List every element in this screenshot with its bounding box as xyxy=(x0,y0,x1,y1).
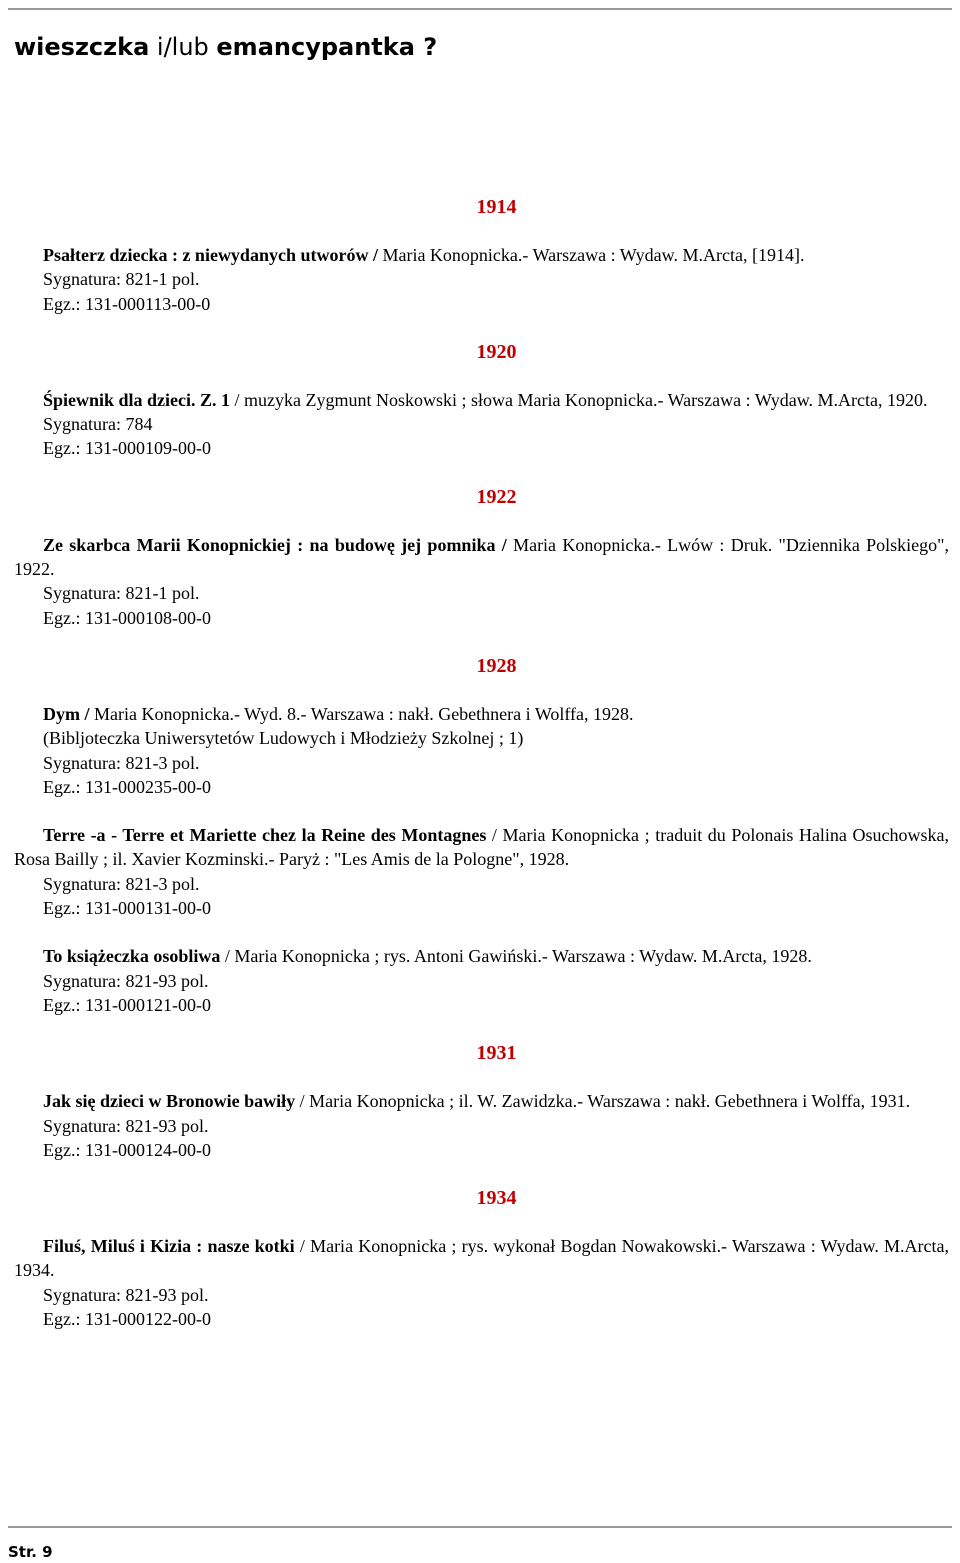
entry-description xyxy=(14,823,949,872)
year-heading-1934: 1934 xyxy=(476,1187,517,1210)
entry-details: / Maria Konopnicka ; rys. wykonał Bogdan Nowakowski.- Warszawa : Wydaw. M.Arcta, 1934. xyxy=(14,1236,949,1281)
entry-egz: Egz.: 131-000235-00-0 xyxy=(43,776,211,797)
entry-title: Jak się dzieci w Bronowie bawiły xyxy=(43,1091,296,1112)
entry-title: Dym / xyxy=(43,703,90,724)
entry-details: / muzyka Zygmunt Noskowski ; słowa Maria Konopnicka.- Warszawa : Wydaw. M.Arcta, 1920. xyxy=(230,389,928,410)
entry-sygnatura: Sygnatura: 821-93 pol. xyxy=(43,1284,209,1305)
year-heading-1931: 1931 xyxy=(476,1042,517,1065)
entry-sygnatura: Sygnatura: 821-3 pol. xyxy=(43,752,200,773)
entry-title: Śpiewnik dla dzieci. Z. 1 xyxy=(43,389,231,410)
entry-egz: Egz.: 131-000122-00-0 xyxy=(43,1309,211,1330)
entry-egz: Egz.: 131-000124-00-0 xyxy=(43,1139,211,1160)
header-divider xyxy=(8,8,952,10)
bibliography-entry xyxy=(14,944,949,1017)
entry-egz: Egz.: 131-000113-00-0 xyxy=(43,293,211,314)
entry-egz: Egz.: 131-000108-00-0 xyxy=(43,607,211,628)
entry-description xyxy=(14,1234,949,1283)
bibliography-list xyxy=(14,195,949,1331)
entry-details: Maria Konopnicka.- Wyd. 8.- Warszawa : nakł. Gebethnera i Wolffa, 1928. xyxy=(89,703,634,724)
year-heading-1920: 1920 xyxy=(476,340,517,363)
entry-details: / Maria Konopnicka ; rys. Antoni Gawiński.- Warszawa : Wydaw. M.Arcta, 1928. xyxy=(220,946,812,967)
entry-title: Filuś, Miluś i Kizia : nasze kotki xyxy=(43,1236,295,1257)
entry-egz: Egz.: 131-000109-00-0 xyxy=(43,438,211,459)
bibliography-entry xyxy=(14,243,949,316)
header-word-2: emancypantka ? xyxy=(216,33,438,61)
entry-description xyxy=(14,944,949,968)
entry-egz: Egz.: 131-000131-00-0 xyxy=(43,898,211,919)
entry-sygnatura: Sygnatura: 821-93 pol. xyxy=(43,970,209,991)
entry-description xyxy=(14,702,949,726)
entry-description xyxy=(14,533,949,582)
header-word-1: wieszczka xyxy=(14,33,150,61)
entry-sygnatura: Sygnatura: 821-1 pol. xyxy=(43,583,200,604)
entry-title: To książeczka osobliwa xyxy=(43,946,221,967)
bibliography-entry xyxy=(14,388,949,461)
bibliography-entry xyxy=(14,823,949,920)
entry-sygnatura: Sygnatura: 821-93 pol. xyxy=(43,1115,209,1136)
bibliography-entry xyxy=(14,702,949,799)
entry-description xyxy=(14,243,949,267)
entry-sygnatura: Sygnatura: 821-3 pol. xyxy=(43,873,200,894)
entry-description xyxy=(14,1089,949,1113)
entry-series: (Bibljoteczka Uniwersytetów Ludowych i Młodzieży Szkolnej ; 1) xyxy=(43,728,524,749)
bibliography-entry xyxy=(14,1089,949,1162)
entry-title: Terre -a - Terre et Mariette chez la Reine des Montagnes xyxy=(43,825,487,846)
entry-description xyxy=(14,388,949,412)
entry-sygnatura: Sygnatura: 821-1 pol. xyxy=(43,269,200,290)
footer-divider xyxy=(8,1526,952,1528)
entry-sygnatura: Sygnatura: 784 xyxy=(43,414,153,435)
entry-egz: Egz.: 131-000121-00-0 xyxy=(43,994,211,1015)
page-number: Str. 9 xyxy=(8,1543,53,1561)
entry-details: / Maria Konopnicka ; il. W. Zawidzka.- Warszawa : nakł. Gebethnera i Wolffa, 1931. xyxy=(295,1091,911,1112)
entry-details: Maria Konopnicka.- Lwów : Druk. "Dziennika Polskiego", 1922. xyxy=(14,534,950,580)
document-header xyxy=(14,30,437,64)
year-heading-1922: 1922 xyxy=(476,485,517,508)
entry-details: / Maria Konopnicka ; traduit du Polonais Halina Osuchowska, Rosa Bailly ; il. Xavier Kozminski.- Paryż : "Les Amis de la Pologne", 1928. xyxy=(14,825,949,870)
bibliography-entry xyxy=(14,533,949,630)
entry-title: Ze skarbca Marii Konopnickiej : na budowę jej pomnika / xyxy=(43,534,507,555)
header-separator: i/lub xyxy=(149,33,217,61)
entry-details: Maria Konopnicka.- Warszawa : Wydaw. M.Arcta, [1914]. xyxy=(377,245,805,265)
bibliography-entry xyxy=(14,1234,949,1331)
entry-title: Psałterz dziecka : z niewydanych utworów / xyxy=(43,245,378,265)
year-heading-1914: 1914 xyxy=(476,196,517,218)
year-heading-1928: 1928 xyxy=(476,654,517,677)
